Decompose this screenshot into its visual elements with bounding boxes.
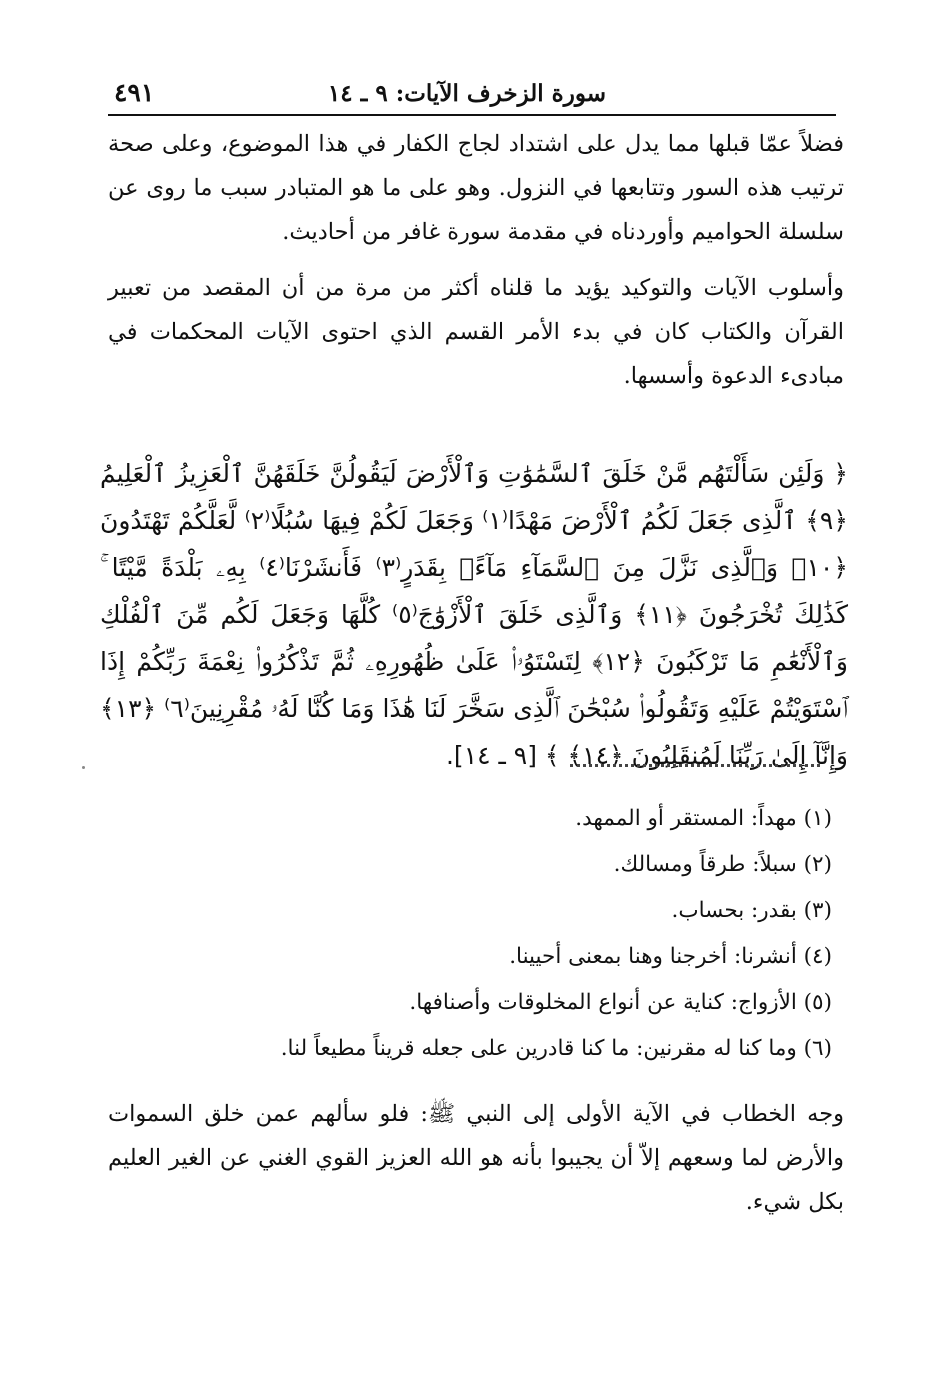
header-title: سورة الزخرف الآيات: ٩ ـ ١٤ bbox=[327, 80, 606, 107]
page-number: ٤٩١ bbox=[114, 78, 155, 107]
footnote-5: (٥) الأزواج: كناية عن أنواع المخلوقات وأصنافها. bbox=[409, 990, 832, 1015]
footnote-1: (١) مهداً: المستقر أو الممهد. bbox=[575, 806, 832, 831]
header-rule bbox=[108, 114, 836, 116]
footnotes-list bbox=[108, 796, 832, 1072]
paragraph-continuation: فضلاً عمّا قبلها مما يدل على اشتداد لجاج الكفار في هذا الموضوع، وعلى صحة ترتيب هذه السور وتتابعها في النزول. وهو على ما هو المتبادر سبب ما روى عن سلسلة الحواميم وأوردناه في مقدمة سورة غافر من أحاديث. bbox=[108, 131, 844, 245]
footnote-2: (٢) سبلاً: طرقاً ومسالك. bbox=[613, 852, 832, 877]
footnote-6: (٦) وما كنا له مقرنين: ما كنا قادرين على جعله قريناً مطيعاً لنا. bbox=[280, 1036, 832, 1061]
footnote-3: (٣) بقدر: بحساب. bbox=[671, 898, 832, 923]
footnote-separator bbox=[570, 764, 820, 767]
paragraph-commentary: وجه الخطاب في الآية الأولى إلى النبي ﷺ: فلو سألهم عمن خلق السموات والأرض لما وسعهم إلاّ أن يجيبوا بأنه هو الله العزيز القوي الغني عن الغير العليم بكل شيء. bbox=[108, 1101, 844, 1215]
running-header bbox=[108, 74, 836, 116]
quran-verses: ﴿ وَلَئِن سَأَلْتَهُم مَّنْ خَلَقَ ٱلسَّمَٰوَٰتِ وَٱلْأَرْضَ لَيَقُولُنَّ خَلَقَهُنَّ ٱلْعَزِيزُ ٱلْعَلِيمُ ﴿٩﴾ ٱلَّذِى جَعَلَ لَكُمُ ٱلْأَرْضَ مَهْدًا⁽١⁾ وَجَعَلَ لَكُمْ فِيهَا سُبُلًا⁽٢⁾ لَّعَلَّكُمْ تَهْتَدُونَ ﴿١٠﴾ وَٱلَّذِى نَزَّلَ مِنَ ٱلسَّمَآءِ مَآءًۢ بِقَدَرٍ⁽٣⁾ فَأَنشَرْنَا⁽٤⁾ بِهِۦ بَلْدَةً مَّيْتًا ۚ كَذَٰلِكَ تُخْرَجُونَ ﴿١١﴾ وَٱلَّذِى خَلَقَ ٱلْأَزْوَٰجَ⁽٥⁾ كُلَّهَا وَجَعَلَ لَكُم مِّنَ ٱلْفُلْكِ وَٱلْأَنْعَٰمِ مَا تَرْكَبُونَ ﴿١٢﴾ لِتَسْتَوُۥا۟ عَلَىٰ ظُهُورِهِۦ ثُمَّ تَذْكُرُوا۟ نِعْمَةَ رَبِّكُمْ إِذَا ٱسْتَوَيْتُمْ عَلَيْهِ وَتَقُولُوا۟ سُبْحَٰنَ ٱلَّذِى سَخَّرَ لَنَا هَٰذَا وَمَا كُنَّا لَهُۥ مُقْرِنِينَ⁽٦⁾ ﴿١٣﴾ وَإِنَّآ إِلَىٰ رَبِّنَا لَمُنقَلِبُونَ ﴿١٤﴾ ﴾ [٩ ـ ١٤]. bbox=[100, 459, 848, 770]
stray-mark bbox=[82, 766, 85, 769]
footnote-4: (٤) أنشرنا: أخرجنا وهنا بمعنى أحيينا. bbox=[509, 944, 832, 969]
paragraph-style-note: وأسلوب الآيات والتوكيد يؤيد ما قلناه أكثر من مرة من أن المقصد من تعبير القرآن والكتاب كان في بدء الأمر القسم الذي احتوى الآيات المحكمات في مبادىء الدعوة وأسسها. bbox=[108, 275, 844, 389]
